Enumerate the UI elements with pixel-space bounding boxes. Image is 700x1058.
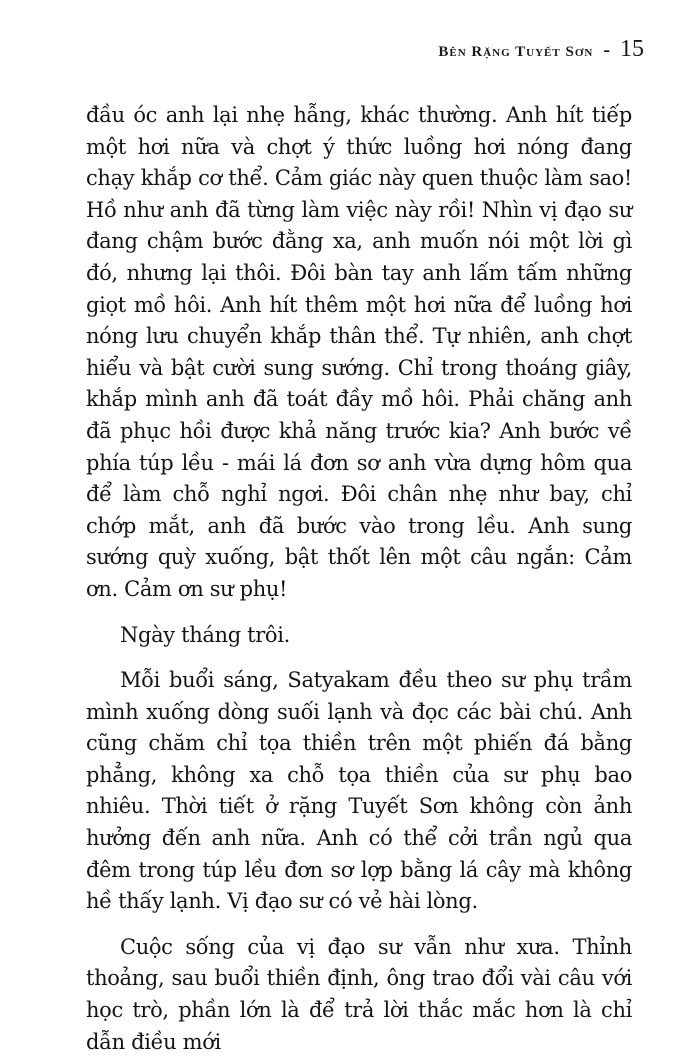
header-dash: - xyxy=(603,39,610,61)
page-number: 15 xyxy=(620,36,644,62)
paragraph-2: Ngày tháng trôi. xyxy=(120,622,290,647)
paragraph-3: Mỗi buổi sáng, Satyakam đều theo sư phụ trầm mình xuống dòng suối lạnh và đọc các bài chú. Anh cũng chăm chỉ tọa thiền trên một phiến đá bằng phẳng, không xa chỗ tọa thiền của sư phụ bao nhiêu. Thời tiết ở rặng Tuyết Sơn không còn ảnh hưởng đến anh nữa. Anh có thể cởi trần ngủ qua đêm trong túp lều đơn sơ lợp bằng lá cây mà không hề thấy lạnh. Vị đạo sư có vẻ hài lòng. xyxy=(86,668,632,914)
body-text xyxy=(86,100,632,1058)
paragraph-1: đầu óc anh lại nhẹ hẫng, khác thường. Anh hít tiếp một hơi nữa và chợt ý thức luồng hơi nóng đang chạy khắp cơ thể. Cảm giác này quen thuộc làm sao! Hồ như anh đã từng làm việc này rồi! Nhìn vị đạo sư đang chậm bước đằng xa, anh muốn nói một lời gì đó, nhưng lại thôi. Đôi bàn tay anh lấm tấm những giọt mồ hôi. Anh hít thêm một hơi nữa để luồng hơi nóng lưu chuyển khắp thân thể. Tự nhiên, anh chợt hiểu và bật cười sung sướng. Chỉ trong thoáng giây, khắp mình anh đã toát đầy mồ hôi. Phải chăng anh đã phục hồi được khả năng trước kia? Anh bước về phía túp lều - mái lá đơn sơ anh vừa dựng hôm qua để làm chỗ nghỉ ngơi. Đôi chân nhẹ như bay, chỉ chớp mắt, anh đã bước vào trong lều. Anh sung sướng quỳ xuống, bật thốt lên một câu ngắn: Cảm ơn. Cảm ơn sư phụ! xyxy=(86,103,632,601)
running-header xyxy=(438,36,644,63)
paragraph-4: Cuộc sống của vị đạo sư vẫn như xưa. Thỉnh thoảng, sau buổi thiền định, ông trao đổi vài câu với học trò, phần lớn là để trả lời thắc mắc hơn là chỉ dẫn điều mới xyxy=(86,934,632,1054)
running-title: Bên Rặng Tuyết Sơn xyxy=(438,44,594,60)
